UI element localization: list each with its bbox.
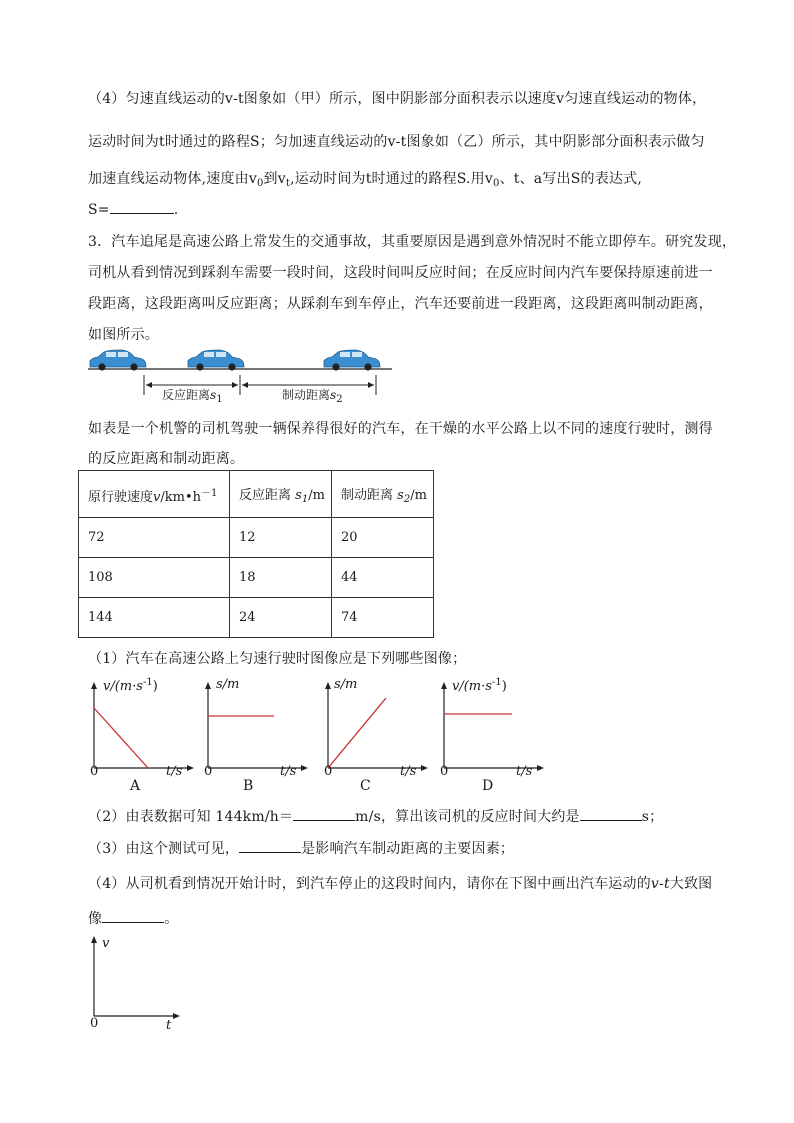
blank-graph-xlabel: t — [166, 1018, 172, 1033]
text: 运动时间为t时通过的路程S；匀加速直线运动的v-t图象如（乙）所示，其中阴影部分面积表示做匀 — [88, 134, 705, 150]
text: v/(m·s — [103, 679, 143, 694]
variable: s — [295, 487, 302, 503]
answer-blank-factor[interactable] — [239, 838, 301, 853]
table-header-row — [79, 471, 434, 518]
sub-question-2 — [88, 806, 663, 826]
text: v/(m·s — [452, 679, 492, 694]
blank-graph-origin: 0 — [90, 1016, 99, 1031]
superscript: -1 — [142, 677, 153, 688]
table-row — [79, 598, 434, 638]
subscript: 1 — [216, 394, 223, 405]
subscript: t — [285, 178, 291, 189]
q3-paragraph-line2 — [88, 262, 713, 282]
text: 如表是一个机警的司机驾驶一辆保养得很好的汽车，在干燥的水平公路上以不同的速度行驶时，测得 — [88, 421, 713, 437]
graph-a-ylabel — [103, 677, 158, 694]
text: 反应距离 — [162, 388, 211, 402]
q3-paragraph-line4 — [88, 324, 159, 344]
text: 是影响汽车制动距离的主要因素； — [301, 841, 515, 857]
text: 制动距离 — [341, 487, 398, 503]
text: （4）匀速直线运动的v-t图象如（甲）所示，图中阴影部分面积表示以速度v匀速直线运动的物体， — [88, 91, 707, 107]
text: 的反应距离和制动距离。 — [88, 451, 245, 467]
prev-q4-line3 — [88, 168, 642, 189]
text: 原行驶速度 — [88, 489, 154, 505]
table-cell: 20 — [332, 518, 434, 558]
table-cell: 24 — [230, 598, 332, 638]
table-row — [79, 518, 434, 558]
text: ) — [152, 679, 158, 694]
option-c-label[interactable]: C — [360, 778, 371, 794]
car-icon — [90, 350, 146, 371]
braking-distance-diagram — [86, 343, 396, 405]
text: 加速直线运动物体,速度由v — [88, 171, 257, 187]
text: 像 — [88, 911, 103, 927]
answer-suffix: . — [173, 202, 179, 218]
graph-d-origin: 0 — [440, 764, 449, 779]
blank-graph-ylabel: v — [102, 936, 110, 951]
option-a-label[interactable]: A — [130, 778, 141, 794]
text: s； — [641, 809, 664, 825]
text: （1）汽车在高速公路上匀速行驶时图像应是下列哪些图像； — [88, 651, 467, 667]
variable: v-t — [650, 876, 670, 892]
text: ,运动时间为t时通过的路程S.用v — [290, 171, 493, 187]
subscript: 1 — [301, 493, 309, 505]
table-intro-line1 — [88, 418, 713, 438]
text: /km•h — [160, 489, 201, 505]
blank-vt-graph[interactable] — [86, 934, 186, 1030]
table-cell: 108 — [79, 558, 230, 598]
text: 如图所示。 — [88, 327, 159, 343]
text: 司机从看到情况到踩刹车需要一段时间，这段时间叫反应时间；在反应时间内汽车要保持原速前进一 — [88, 265, 713, 281]
graph-d-xlabel: t/s — [516, 764, 533, 779]
answer-blank-s[interactable] — [110, 199, 174, 214]
sub-question-4-line2 — [88, 908, 178, 928]
graph-b-origin: 0 — [204, 764, 213, 779]
text: 3．汽车追尾是高速公路上常发生的交通事故，其重要原因是遇到意外情况时不能立即停车。研究发现， — [88, 234, 737, 250]
q3-paragraph-line1 — [88, 231, 736, 251]
text: 、t、a写出S的表达式, — [499, 171, 642, 187]
graph-c-xlabel: t/s — [400, 764, 417, 779]
braking-distance-label — [282, 386, 343, 405]
text: 制动距离 — [282, 388, 331, 402]
table-cell: 74 — [332, 598, 434, 638]
table-cell: 72 — [79, 518, 230, 558]
table-intro-line2 — [88, 448, 244, 468]
variable: s — [330, 388, 337, 402]
sub-question-4-line1 — [88, 873, 712, 893]
subscript: 2 — [336, 394, 343, 405]
text: s/m — [216, 677, 240, 692]
header-braking-distance — [332, 471, 434, 518]
text: 段距离，这段距离叫反应距离；从踩刹车到车停止，汽车还要前进一段距离，这段距离叫制动距离， — [88, 296, 713, 312]
graph-line — [94, 708, 148, 768]
table-cell: 12 — [230, 518, 332, 558]
option-b-label[interactable]: B — [243, 778, 254, 794]
text: 。 — [164, 911, 179, 927]
text: /m — [308, 487, 325, 503]
speed-distance-table — [78, 470, 434, 638]
graph-b-ylabel — [216, 677, 239, 692]
subscript: 0 — [256, 178, 264, 189]
text: （4）从司机看到情况开始计时，到汽车停止的这段时间内，请你在下图中画出汽车运动的 — [88, 876, 651, 892]
sub-question-1 — [88, 648, 466, 668]
text: （2）由表数据可知 144km/h＝ — [88, 809, 294, 825]
text: （3）由这个测试可见， — [88, 841, 240, 857]
variable: v — [153, 489, 161, 505]
text: 到v — [263, 171, 286, 187]
graph-b-xlabel: t/s — [280, 764, 297, 779]
answer-blank-reaction-time[interactable] — [580, 806, 642, 821]
variable: s — [397, 487, 404, 503]
superscript: －1 — [201, 487, 218, 499]
table-cell: 18 — [230, 558, 332, 598]
car-icon — [188, 350, 244, 371]
text: 大致图 — [669, 876, 713, 892]
subscript: 2 — [403, 493, 411, 505]
graph-c-ylabel — [334, 677, 357, 692]
car-icon — [324, 350, 380, 371]
table-cell: 44 — [332, 558, 434, 598]
graph-a-origin: 0 — [90, 764, 99, 779]
text: /m — [410, 487, 427, 503]
table-row — [79, 558, 434, 598]
graph-line — [328, 698, 386, 768]
prev-q4-answer — [88, 199, 178, 218]
text: s/m — [334, 677, 358, 692]
subscript: 0 — [493, 178, 500, 189]
text: 反应距离 — [239, 487, 296, 503]
answer-blank-speed[interactable] — [293, 806, 355, 821]
answer-prefix: S= — [88, 202, 110, 218]
table-cell: 144 — [79, 598, 230, 638]
superscript: -1 — [491, 677, 502, 688]
answer-blank-graph[interactable] — [102, 908, 164, 923]
prev-q4-line1 — [88, 88, 706, 108]
reaction-distance-label — [162, 386, 223, 405]
text: ) — [501, 679, 507, 694]
graph-c-origin: 0 — [324, 764, 333, 779]
text: m/s，算出该司机的反应时间大约是 — [355, 809, 580, 825]
q3-paragraph-line3 — [88, 293, 713, 313]
header-speed — [79, 471, 230, 518]
sub-question-3 — [88, 838, 514, 858]
graph-d-ylabel — [452, 677, 507, 694]
graph-a-xlabel: t/s — [166, 764, 183, 779]
prev-q4-line2 — [88, 131, 705, 151]
option-d-label[interactable]: D — [482, 778, 494, 794]
header-reaction-distance — [230, 471, 332, 518]
variable: s — [210, 388, 217, 402]
